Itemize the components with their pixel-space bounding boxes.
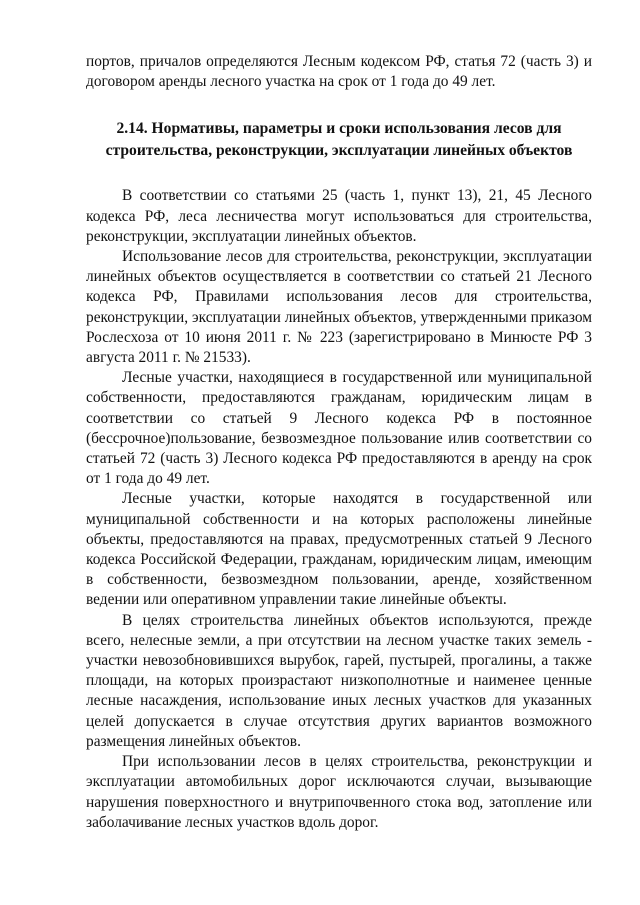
paragraph-3: Лесные участки, находящиеся в государственной или муниципальной собственности, предоставляются гражданам, юридическим лицам в соответствии со статьей 9 Лесного кодекса РФ в постоянное (бессрочное)пользование, безвозмездное пользование илив соответствии со статьей 72 (часть 3) Лесного кодекса РФ предоставляются в аренду на срок от 1 года до 49 лет. xyxy=(86,369,592,488)
section-heading-line-1: 2.14. Нормативы, параметры и сроки использования лесов для xyxy=(116,120,562,138)
paragraph-6: При использовании лесов в целях строительства, реконструкции и эксплуатации автомобильных дорог исключаются случаи, вызывающие нарушения поверхностного и внутрипочвенного стока вод, затопление или заболачивание лесных участков вдоль дорог. xyxy=(86,753,592,831)
document-page xyxy=(86,52,592,833)
section-heading xyxy=(86,118,592,162)
paragraph-5: В целях строительства линейных объектов используются, прежде всего, нелесные земли, а при отсутствии на лесном участке таких земель - участки невозобновившихся вырубок, гарей, пустырей, прогалины, а также площади, на которых произрастают низкополнотные и наименее ценные лесные насаждения, использование иных лесных участков для указанных целей допускается в случае отсутствия других вариантов возможного размещения линейных объектов. xyxy=(86,611,592,750)
paragraph-2: Использование лесов для строительства, реконструкции, эксплуатации линейных объектов осуществляется в соответствии со статьей 21 Лесного кодекса РФ, Правилами использования лесов для строительства, реконструкции, эксплуатации линейных объектов, утвержденными приказом Рослесхоза от 10 июня 2011 г. № 223 (зарегистрировано в Минюсте РФ 3 августа 2011 г. № 21533). xyxy=(86,248,592,367)
intro-paragraph: портов, причалов определяются Лесным кодексом РФ, статья 72 (часть 3) и договором аренды лесного участка на срок от 1 года до 49 лет. xyxy=(86,53,592,91)
section-heading-line-2: строительства, реконструкции, эксплуатации линейных объектов xyxy=(105,142,573,160)
paragraph-4: Лесные участки, которые находятся в государственной или муниципальной собственности и на которых расположены линейные объекты, предоставляются на правах, предусмотренных статьей 9 Лесного кодекса Российской Федерации, гражданам, юридическим лицам, имеющим в собственности, безвозмездном пользовании, аренде, хозяйственном ведении или оперативном управлении такие линейные объекты. xyxy=(86,490,592,609)
paragraph-1: В соответствии со статьями 25 (часть 1, пункт 13), 21, 45 Лесного кодекса РФ, леса лесничества могут использоваться для строительства, реконструкции, эксплуатации линейных объектов. xyxy=(86,187,592,245)
